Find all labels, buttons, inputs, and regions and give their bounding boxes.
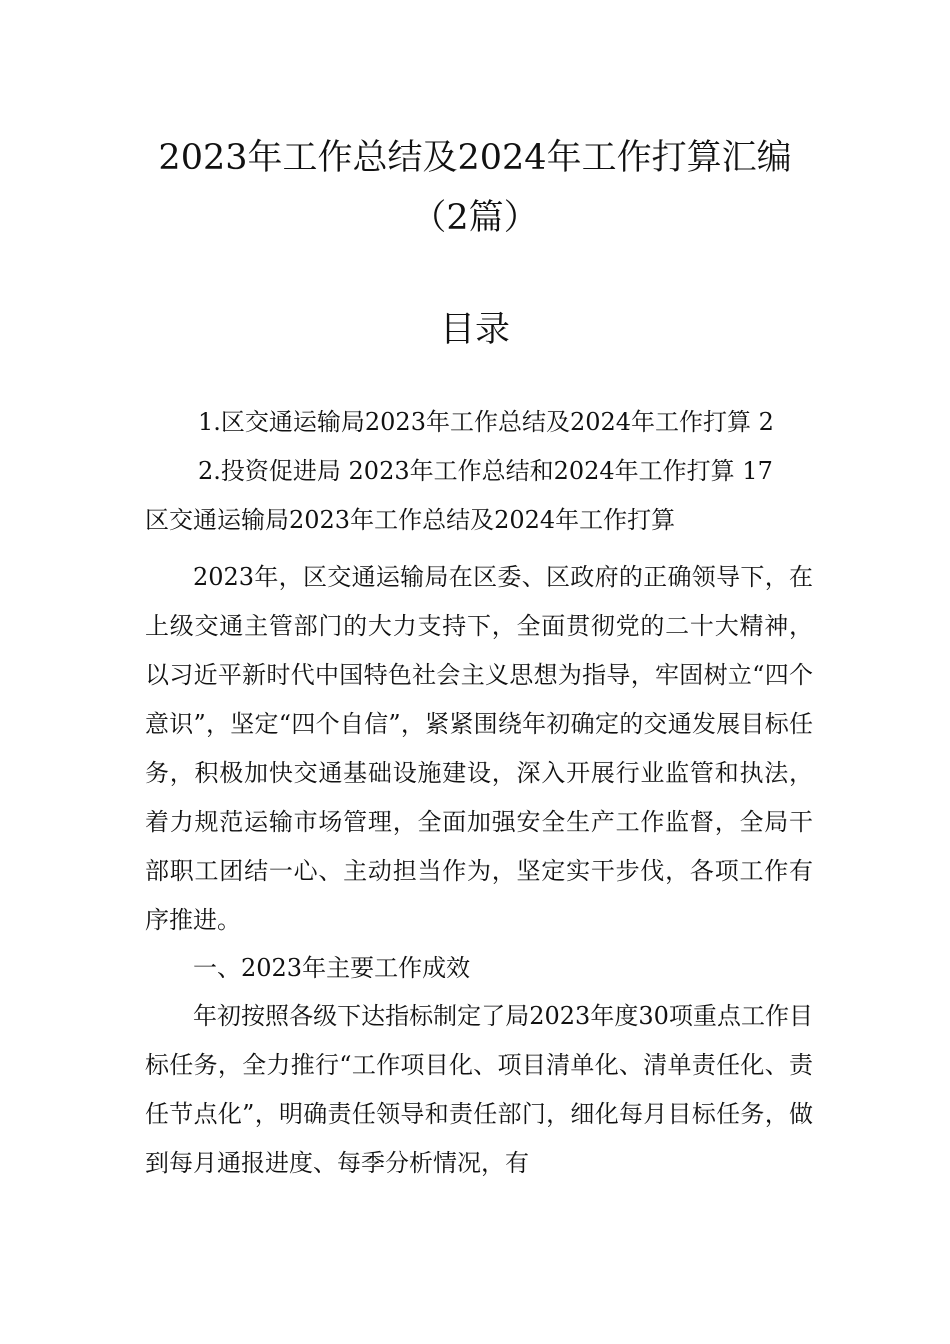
body-paragraph-1: 2023年，区交通运输局在区委、区政府的正确领导下，在上级交通主管部门的大力支持下，全面贯彻党的二十大精神，以习近平新时代中国特色社会主义思想为指导，牢固树立“四个意识”，坚定“四个自信”，紧紧围绕年初确定的交通发展目标任务，积极加快交通基础设施建设，深入开展行业监管和执法，着力规范运输市场管理，全面加强安全生产工作监督，全局干部职工团结一心、主动担当作为，坚定实干步伐，各项工作有序推进。: [145, 563, 813, 934]
subheading-achievements: 一、2023年主要工作成效: [193, 954, 471, 982]
toc-entry-1[interactable]: 1.区交通运输局2023年工作总结及2024年工作打算 2: [198, 408, 774, 436]
document-title: 2023年工作总结及2024年工作打算汇编: [158, 138, 792, 178]
toc-heading: 目录: [439, 310, 510, 350]
section-title: 区交通运输局2023年工作总结及2024年工作打算: [145, 506, 676, 534]
toc-entry-2[interactable]: 2.投资促进局 2023年工作总结和2024年工作打算 17: [198, 457, 773, 485]
document-title-count: （2篇）: [411, 198, 539, 238]
body-paragraph-2: 年初按照各级下达指标制定了局2023年度30项重点工作目标任务，全力推行“工作项目化、项目清单化、清单责任化、责任节点化”，明确责任领导和责任部门，细化每月目标任务，做到每月通报进度、每季分析情况，有: [145, 1002, 813, 1177]
